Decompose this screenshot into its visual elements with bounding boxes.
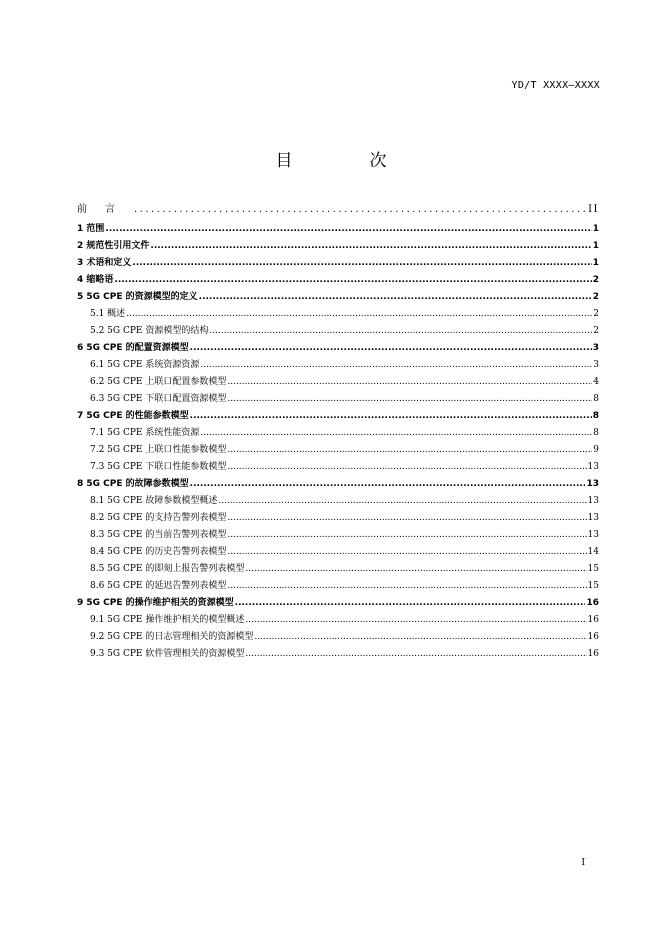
toc-entry-label: 4 缩略语 [77,275,114,285]
toc-entry[interactable] [77,459,599,476]
toc-dot-leader [190,479,586,489]
toc-entry-label: 5 5G CPE 的资源模型的定义 [77,292,198,302]
toc-entry[interactable] [77,408,599,425]
toc-dot-leader [132,258,591,268]
toc-dot-leader [199,292,592,302]
toc-entry-label: 9 5G CPE 的操作维护相关的资源模型 [77,598,234,608]
toc-entry[interactable] [77,578,599,595]
toc-entry[interactable] [77,391,599,408]
toc-entry-page: 1 [592,241,599,251]
toc-entry-label: 8 5G CPE 的故障参数模型 [77,479,189,489]
toc-entry-page: 2 [593,326,599,336]
toc-entry-page: 3 [592,343,599,353]
toc-entry-page: 13 [587,496,599,506]
toc-entry[interactable] [77,340,599,357]
toc-entry[interactable] [77,357,599,374]
toc-entry-page: 16 [587,632,599,642]
toc-entry[interactable] [77,442,599,459]
toc-entry-page: 4 [593,377,599,387]
toc-entry-page: II [588,204,599,215]
toc-entry-label: 1 范围 [77,224,105,234]
toc-dot-leader [126,309,592,319]
toc-entry[interactable] [77,476,599,493]
toc-dot-leader [227,530,586,540]
toc-entry-label: 5.2 5G CPE 资源模型的结构 [90,326,209,336]
toc-entry-page: 16 [587,649,599,659]
toc-entry-label: 2 规范性引用文件 [77,241,150,251]
toc-entry-label: 前言 [77,204,133,215]
toc-entry-label: 7.3 5G CPE 下联口性能参数模型 [90,462,227,472]
toc-entry[interactable] [77,561,599,578]
toc-entry[interactable] [77,200,599,221]
toc-entry[interactable] [77,289,599,306]
toc-entry-page: 15 [587,564,599,574]
toc-entry-page: 16 [586,598,599,608]
toc-entry-page: 13 [587,462,599,472]
toc-dot-leader [227,394,592,404]
toc-dot-leader [254,632,586,642]
toc-dot-leader [114,275,591,285]
toc-entry-page: 3 [593,360,599,370]
toc-entry-label: 5.1 概述 [90,309,126,319]
toc-dot-leader [150,241,591,251]
toc-entry-label: 6.1 5G CPE 系统资源资源 [90,360,200,370]
toc-entry[interactable] [77,272,599,289]
toc-entry-label: 7 5G CPE 的性能参数模型 [77,411,189,421]
toc-dot-leader [200,360,592,370]
toc-entry[interactable] [77,221,599,238]
toc-dot-leader [105,224,591,234]
toc-entry-label: 8.6 5G CPE 的延迟告警列表模型 [90,581,227,591]
toc-dot-leader [134,204,587,215]
toc-entry[interactable] [77,510,599,527]
page-number: I [581,858,585,868]
toc-dot-leader [227,462,586,472]
toc-dot-leader [190,411,592,421]
toc-entry-page: 8 [593,428,599,438]
toc-entry-page: 16 [587,615,599,625]
toc-entry[interactable] [77,527,599,544]
toc-entry-label: 6 5G CPE 的配置资源模型 [77,343,189,353]
toc-entry[interactable] [77,374,599,391]
toc-dot-leader [190,343,592,353]
toc-dot-leader [209,326,592,336]
toc-entry-page: 13 [586,479,599,489]
toc-dot-leader [227,547,586,557]
toc-entry[interactable] [77,646,599,663]
toc-entry[interactable] [77,255,599,272]
toc-dot-leader [218,496,586,506]
toc-entry[interactable] [77,493,599,510]
toc-entry-page: 2 [592,292,599,302]
toc-entry-label: 9.3 5G CPE 软件管理相关的资源模型 [90,649,245,659]
toc-dot-leader [245,649,586,659]
toc-entry-label: 7.2 5G CPE 上联口性能参数模型 [90,445,227,455]
toc-entry-page: 9 [593,445,599,455]
toc-entry-page: 8 [593,394,599,404]
toc-entry-label: 9.2 5G CPE 的日志管理相关的资源模型 [90,632,254,642]
toc-entry-label: 8.4 5G CPE 的历史告警列表模型 [90,547,227,557]
toc-dot-leader [227,377,592,387]
toc-entry-label: 9.1 5G CPE 操作维护相关的模型概述 [90,615,245,625]
toc-dot-leader [227,581,586,591]
toc-entry-label: 8.5 5G CPE 的即刻上报告警列表模型 [90,564,245,574]
toc-dot-leader [200,428,592,438]
standard-code: YD/T XXXX—XXXX [511,80,600,91]
toc-entry-page: 8 [592,411,599,421]
toc-entry-page: 15 [587,581,599,591]
toc-entry[interactable] [77,323,599,340]
toc-entry[interactable] [77,238,599,255]
toc-entry-label: 8.1 5G CPE 故障参数模型概述 [90,496,218,506]
toc-entry[interactable] [77,629,599,646]
toc-entry-page: 13 [587,530,599,540]
page-title: 目 次 [275,151,417,171]
toc-dot-leader [227,445,592,455]
toc-entry-label: 8.2 5G CPE 的支持告警列表模型 [90,513,227,523]
toc-entry[interactable] [77,544,599,561]
toc-entry[interactable] [77,595,599,612]
toc-entry-label: 6.2 5G CPE 上联口配置参数模型 [90,377,227,387]
toc-dot-leader [245,564,586,574]
toc-entry[interactable] [77,306,599,323]
toc-entry-page: 2 [593,309,599,319]
toc-entry-label: 3 术语和定义 [77,258,132,268]
toc-entry-label: 7.1 5G CPE 系统性能资源 [90,428,200,438]
table-of-contents [77,200,599,663]
toc-entry[interactable] [77,425,599,442]
toc-entry-page: 1 [592,258,599,268]
toc-entry-page: 13 [587,513,599,523]
toc-dot-leader [235,598,586,608]
toc-dot-leader [227,513,586,523]
toc-entry-page: 2 [592,275,599,285]
toc-entry-label: 8.3 5G CPE 的当前告警列表模型 [90,530,227,540]
toc-entry-page: 14 [587,547,599,557]
toc-entry-label: 6.3 5G CPE 下联口配置资源模型 [90,394,227,404]
toc-entry[interactable] [77,612,599,629]
toc-entry-page: 1 [592,224,599,234]
toc-dot-leader [245,615,586,625]
